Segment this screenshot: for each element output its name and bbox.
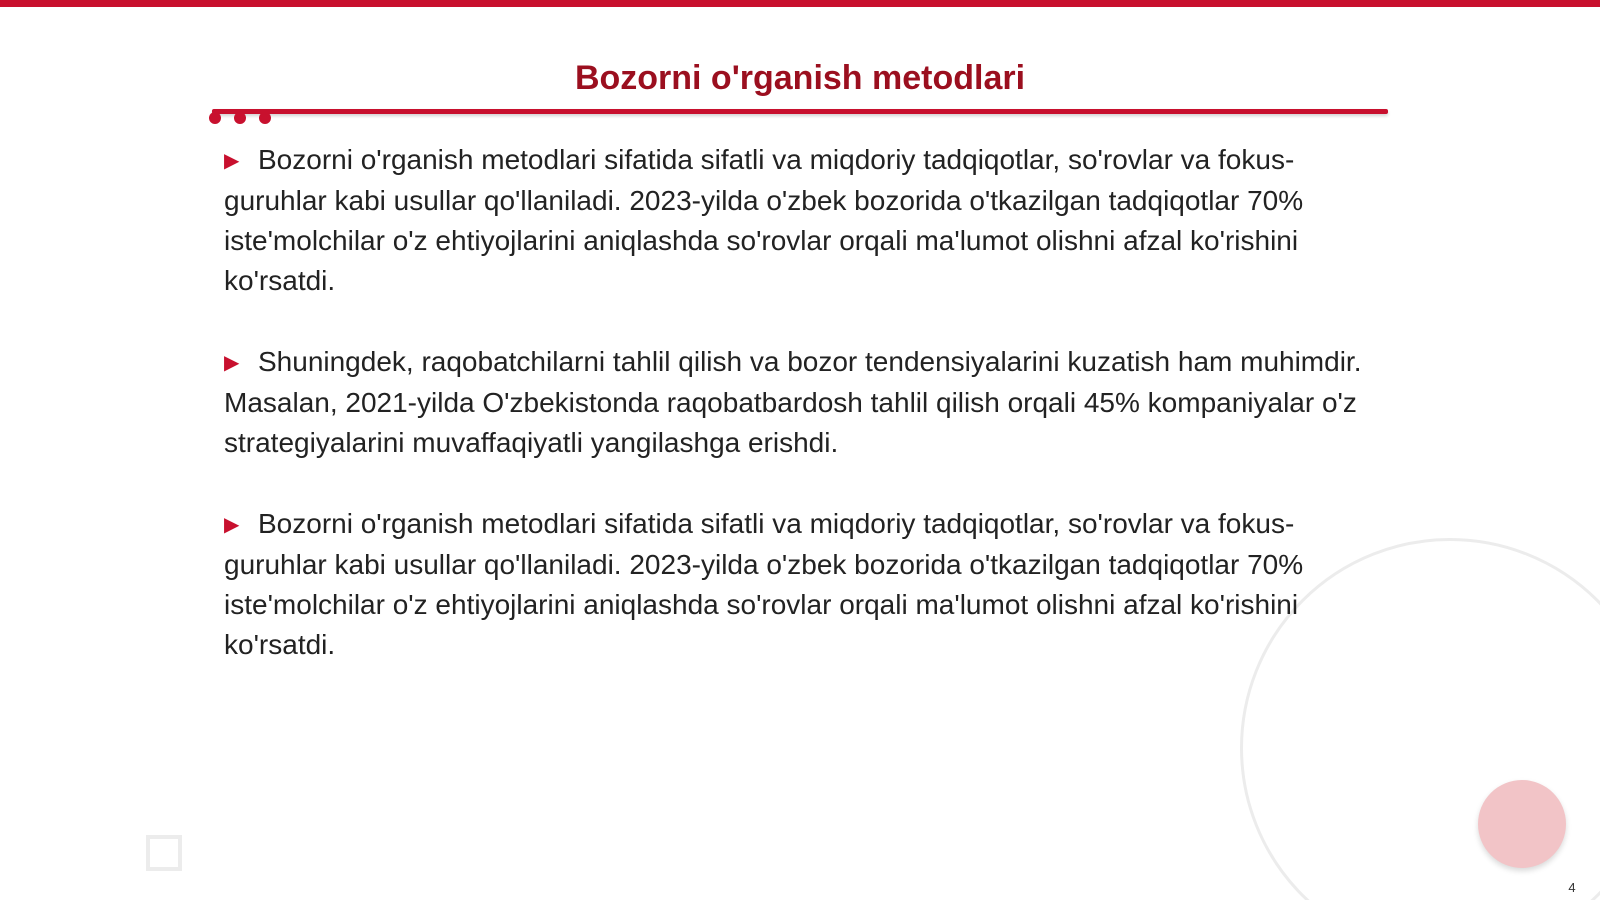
page-number: 4 — [1568, 880, 1576, 895]
rule-dot-3 — [259, 112, 271, 124]
bullet-arrow-icon: ▶ — [224, 150, 240, 172]
bullet-paragraph-2 — [224, 342, 1384, 463]
slide-content — [224, 140, 1384, 706]
title-underline — [212, 109, 1388, 114]
rule-dot-1 — [209, 112, 221, 124]
bullet-arrow-icon: ▶ — [224, 352, 240, 374]
bullet-paragraph-3 — [224, 504, 1384, 665]
bullet-arrow-icon: ▶ — [224, 514, 240, 536]
decorative-square-outline — [146, 835, 182, 871]
rule-dot-2 — [234, 112, 246, 124]
bullet-text-2: Shuningdek, raqobatchilarni tahlil qilish va bozor tendensiyalarini kuzatish ham muhimdir. Masalan, 2021-yilda O'zbekistonda raqobatbardosh tahlil qilish orqali 45% kompaniyalar o'z strategiyalarini muvaffaqiyatli yangilashga erishdi. — [224, 346, 1362, 458]
bullet-paragraph-1 — [224, 140, 1384, 301]
slide-title: Bozorni o'rganish metodlari — [574, 59, 1026, 97]
bullet-text-1: Bozorni o'rganish metodlari sifatida sifatli va miqdoriy tadqiqotlar, so'rovlar va fokus-guruhlar kabi usullar qo'llaniladi. 2023-yilda o'zbek bozorida o'tkazilgan tadqiqotlar 70% iste'molchilar o'z ehtiyojlarini aniqlashda so'rovlar orqali ma'lumot olishni afzal ko'rishini ko'rsatdi. — [224, 144, 1304, 296]
top-accent-bar — [0, 0, 1600, 7]
bullet-text-3: Bozorni o'rganish metodlari sifatida sifatli va miqdoriy tadqiqotlar, so'rovlar va fokus-guruhlar kabi usullar qo'llaniladi. 2023-yilda o'zbek bozorida o'tkazilgan tadqiqotlar 70% iste'molchilar o'z ehtiyojlarini aniqlashda so'rovlar orqali ma'lumot olishni afzal ko'rishini ko'rsatdi. — [224, 508, 1304, 660]
decorative-circle-pink — [1478, 780, 1566, 868]
